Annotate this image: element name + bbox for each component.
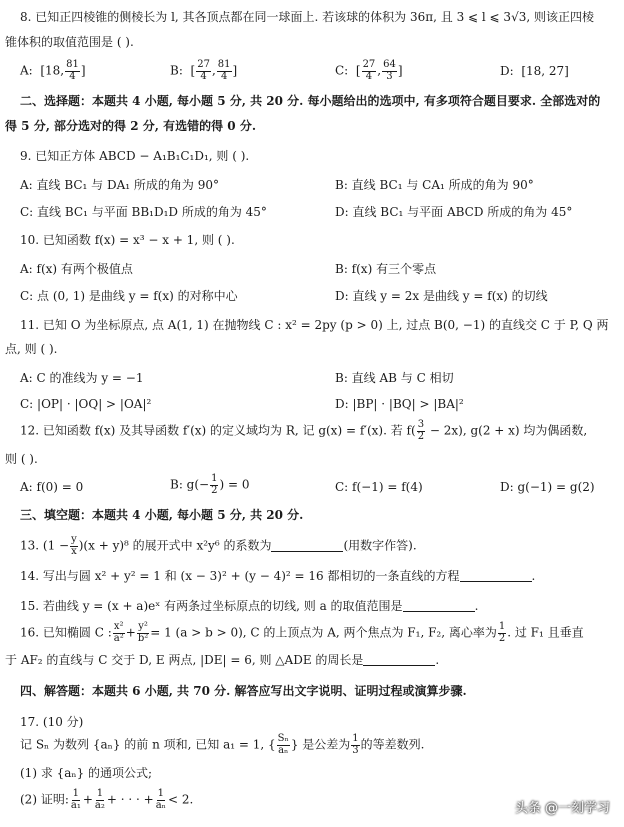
- q16-answer-blank: [363, 653, 435, 666]
- q9-option-a: A: 直线 BC₁ 与 DA₁ 所成的角为 90°: [20, 178, 219, 192]
- q11-option-d: D: |BP| · |BQ| > |BA|²: [335, 397, 464, 411]
- q12-option-c: C: f(−1) = f(4): [335, 480, 423, 494]
- q12-option-d: D: g(−1) = g(2): [500, 480, 595, 494]
- section2-heading: 二、选择题：本题共 4 小题, 每小题 5 分, 共 20 分. 每小题给出的选项中, 有多项符合题目要求. 全部选对的: [20, 94, 601, 108]
- q8-stem: 8. 已知正四棱锥的侧棱长为 l, 其各顶点都在同一球面上. 若该球的体积为 36π, 且 3 ⩽ l ⩽ 3√3, 则该正四棱: [20, 10, 594, 24]
- q13-text: 13. (1 − $\frac{y}{x}$ )(x + y)⁸ 的展开式中 x²y⁶ 的系数为 (用数字作答).: [20, 534, 417, 557]
- q14-text: 14. 写出与圆 x² + y² = 1 和 (x − 3)² + (y − 4)² = 16 都相切的一条直线的方程 .: [20, 569, 536, 583]
- q11-stem-cont: 点, 则 ( ).: [5, 342, 58, 356]
- q17-stem: 记 Sₙ 为数列 {aₙ} 的前 n 项和, 已知 a₁ = 1, { $\frac{\text{Sₙ}}{\text{aₙ}}$ } 是公差为 $\frac{1}{3}$ 的等差数列.: [20, 733, 425, 756]
- q17-part1: (1) 求 {aₙ} 的通项公式;: [20, 766, 153, 780]
- q8-option-a: A: [18, $\frac{81}{4}$ ]: [20, 59, 86, 82]
- q10-option-a: A: f(x) 有两个极值点: [20, 262, 133, 276]
- q9-stem: 9. 已知正方体 ABCD − A₁B₁C₁D₁, 则 ( ).: [20, 149, 250, 163]
- q14-answer-blank: [460, 569, 532, 582]
- q13-answer-blank: [271, 539, 343, 552]
- q12-option-a: A: f(0) = 0: [20, 480, 84, 494]
- q11-option-b: B: 直线 AB 与 C 相切: [335, 371, 454, 385]
- watermark: 头条 @一刻学习: [514, 800, 610, 816]
- q11-stem: 11. 已知 O 为坐标原点, 点 A(1, 1) 在抛物线 C : x² = 2py (p > 0) 上, 过点 B(0, −1) 的直线交 C 于 P, Q 两: [20, 318, 609, 332]
- q8-option-c: C: [ $\frac{27}{4}$ , $\frac{64}{3}$ ]: [335, 59, 403, 82]
- q8-stem-cont: 锥体积的取值范围是 ( ).: [5, 35, 134, 49]
- q8-option-d: D: [18, 27]: [500, 64, 569, 78]
- q12-stem-cont: 则 ( ).: [5, 452, 38, 466]
- q9-option-b: B: 直线 BC₁ 与 CA₁ 所成的角为 90°: [335, 178, 534, 192]
- q15-answer-blank: [403, 599, 475, 612]
- section4-heading: 四、解答题：本题共 6 小题, 共 70 分. 解答应写出文字说明、证明过程或演算步骤.: [20, 684, 467, 698]
- q16-text-cont: 于 AF₂ 的直线与 C 交于 D, E 两点, |DE| = 6, 则 △ADE 的周长是 .: [5, 653, 440, 667]
- q12-stem: 12. 已知函数 f(x) 及其导函数 f′(x) 的定义域均为 R, 记 g(x) = f′(x). 若 f( $\frac{3}{2}$ − 2x), g(2 + x) 均为偶函数,: [20, 419, 588, 442]
- q17-heading: 17. (10 分): [20, 715, 84, 729]
- q16-text: 16. 已知椭圆 C : $\frac{\text{x²}}{\text{a²}}$ + $\frac{\text{y²}}{\text{b²}}$ = 1 (a > b > 0), C 的上顶点为 A, 两个焦点为 F₁, F₂, 离心率为 $\frac{1}{2}$ . 过 F₁ 且垂直: [20, 621, 584, 644]
- q10-option-d: D: 直线 y = 2x 是曲线 y = f(x) 的切线: [335, 289, 548, 303]
- q12-option-b: B: g(− $\frac{1}{2}$ ) = 0: [170, 473, 250, 496]
- q10-option-b: B: f(x) 有三个零点: [335, 262, 437, 276]
- section3-heading: 三、填空题：本题共 4 小题, 每小题 5 分, 共 20 分.: [20, 508, 304, 522]
- q10-option-c: C: 点 (0, 1) 是曲线 y = f(x) 的对称中心: [20, 289, 238, 303]
- q10-stem: 10. 已知函数 f(x) = x³ − x + 1, 则 ( ).: [20, 233, 235, 247]
- q11-option-a: A: C 的准线为 y = −1: [20, 371, 144, 385]
- q8-option-b: B: [ $\frac{27}{4}$ , $\frac{81}{4}$ ]: [170, 59, 238, 82]
- q9-option-c: C: 直线 BC₁ 与平面 BB₁D₁D 所成的角为 45°: [20, 205, 267, 219]
- q9-option-d: D: 直线 BC₁ 与平面 ABCD 所成的角为 45°: [335, 205, 573, 219]
- q17-part2: (2) 证明: $\frac{1}{\text{a₁}}$ + $\frac{1}{\text{a₂}}$ + · · · + $\frac{1}{\text{aₙ}}$ < 2.: [20, 788, 194, 811]
- q11-option-c: C: |OP| · |OQ| > |OA|²: [20, 397, 152, 411]
- section2-heading-cont: 得 5 分, 部分选对的得 2 分, 有选错的得 0 分.: [5, 119, 257, 133]
- q15-text: 15. 若曲线 y = (x + a)eˣ 有两条过坐标原点的切线, 则 a 的取值范围是 .: [20, 599, 479, 613]
